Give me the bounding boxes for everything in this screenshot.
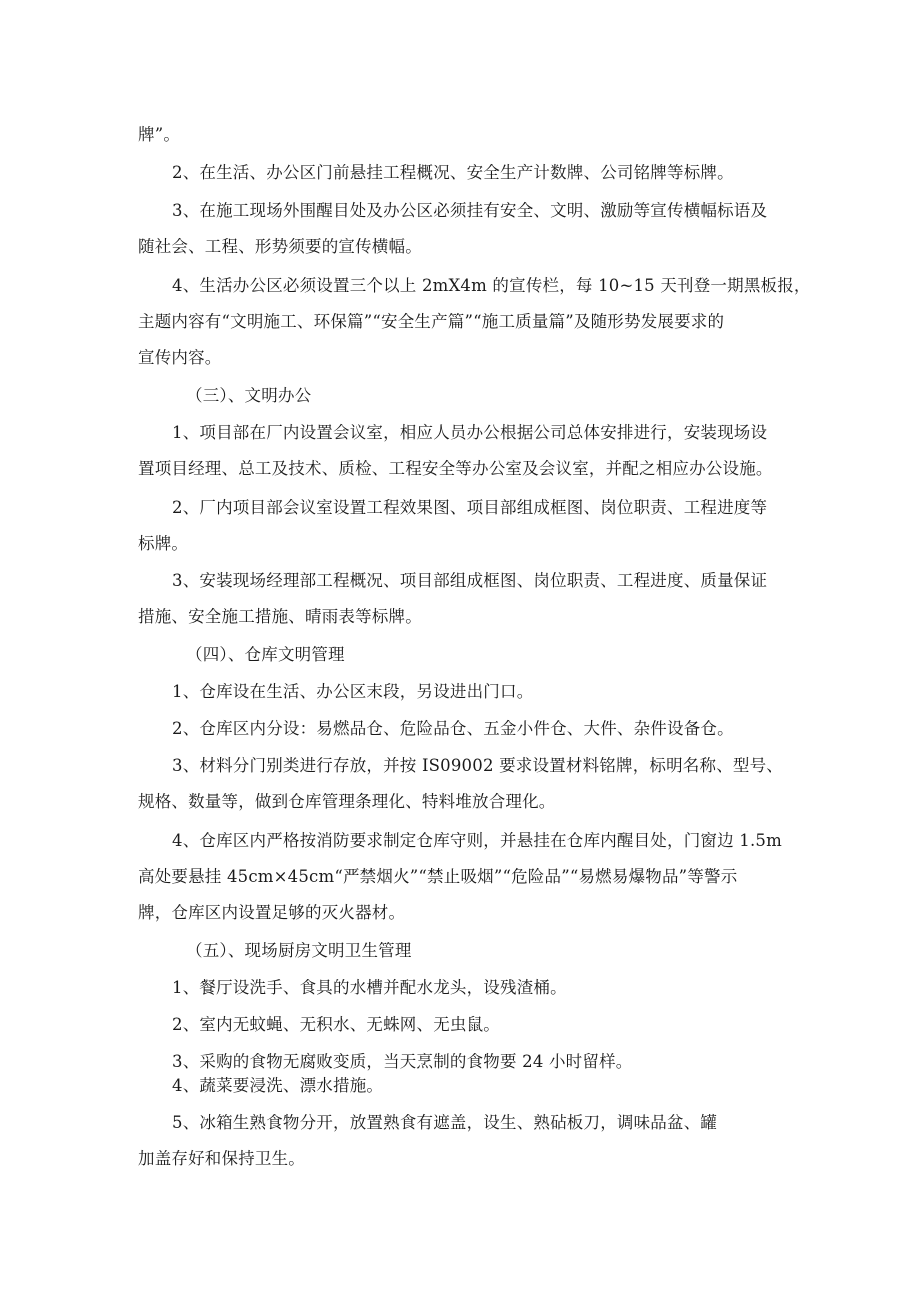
text-line: 牌，仓库区内设置足够的灭火器材。 — [138, 903, 406, 922]
text-line: 1、仓库设在生活、办公区末段，另设进出门口。 — [172, 682, 534, 701]
text-line: 标牌。 — [138, 534, 189, 553]
text-line: 5、冰箱生熟食物分开，放置熟食有遮盖，设生、熟砧板刀，调味品盆、罐 — [172, 1113, 718, 1132]
text-line: 3、在施工现场外围醒目处及办公区必须挂有安全、文明、激励等宣传横幅标语及 — [172, 201, 768, 220]
text-line: 1、餐厅设洗手、食具的水槽并配水龙头，设残渣桶。 — [172, 978, 567, 997]
text-line: 牌”。 — [138, 125, 181, 144]
text-line: 高处要悬挂 45cm×45cm“严禁烟火”“禁止吸烟”“危险品”“易燃易爆物品”等警示 — [138, 867, 738, 886]
text-line: 2、厂内项目部会议室设置工程效果图、项目部组成框图、岗位职责、工程进度等 — [172, 498, 768, 517]
text-line: 3、安装现场经理部工程概况、项目部组成框图、岗位职责、工程进度、质量保证 — [172, 571, 768, 590]
text-line: 2、仓库区内分设：易燃品仓、危险品仓、五金小件仓、大件、杂件设备仓。 — [172, 719, 734, 738]
section-heading: （四）、仓库文明管理 — [186, 645, 345, 664]
text-line: 主题内容有“文明施工、环保篇”“安全生产篇”“施工质量篇”及随形势发展要求的 — [138, 312, 725, 331]
text-line: 4、生活办公区必须设置三个以上 2mX4m 的宣传栏，每 10~15 天刊登一期黑板报， — [172, 276, 811, 295]
text-line: 宣传内容。 — [138, 348, 222, 367]
text-line: 规格、数量等，做到仓库管理条理化、特料堆放合理化。 — [138, 792, 556, 811]
text-line: 4、蔬菜要浸洗、漂水措施。 — [172, 1076, 384, 1095]
text-line: 3、采购的食物无腐败变质，当天烹制的食物要 24 小时留样。 — [172, 1052, 633, 1071]
text-line: 置项目经理、总工及技术、质检、工程安全等办公室及会议室，并配之相应办公设施。 — [138, 459, 773, 478]
section-heading: （三）、文明办公 — [186, 386, 312, 405]
text-line: 措施、安全施工措施、晴雨表等标牌。 — [138, 607, 422, 626]
section-heading: （五）、现场厨房文明卫生管理 — [186, 941, 412, 960]
text-line: 加盖存好和保持卫生。 — [138, 1149, 305, 1168]
text-line: 2、在生活、办公区门前悬挂工程概况、安全生产计数牌、公司铭牌等标牌。 — [172, 163, 734, 182]
text-line: 1、项目部在厂内设置会议室，相应人员办公根据公司总体安排进行，安装现场设 — [172, 423, 768, 442]
text-line: 随社会、工程、形势须要的宣传横幅。 — [138, 237, 422, 256]
text-line: 2、室内无蚊蝇、无积水、无蛛网、无虫鼠。 — [172, 1015, 500, 1034]
text-line: 4、仓库区内严格按消防要求制定仓库守则，并悬挂在仓库内醒目处，门窗边 1.5m — [172, 831, 782, 850]
text-line: 3、材料分门别类进行存放，并按 IS09002 要求设置材料铭牌，标明名称、型号、 — [172, 756, 783, 775]
